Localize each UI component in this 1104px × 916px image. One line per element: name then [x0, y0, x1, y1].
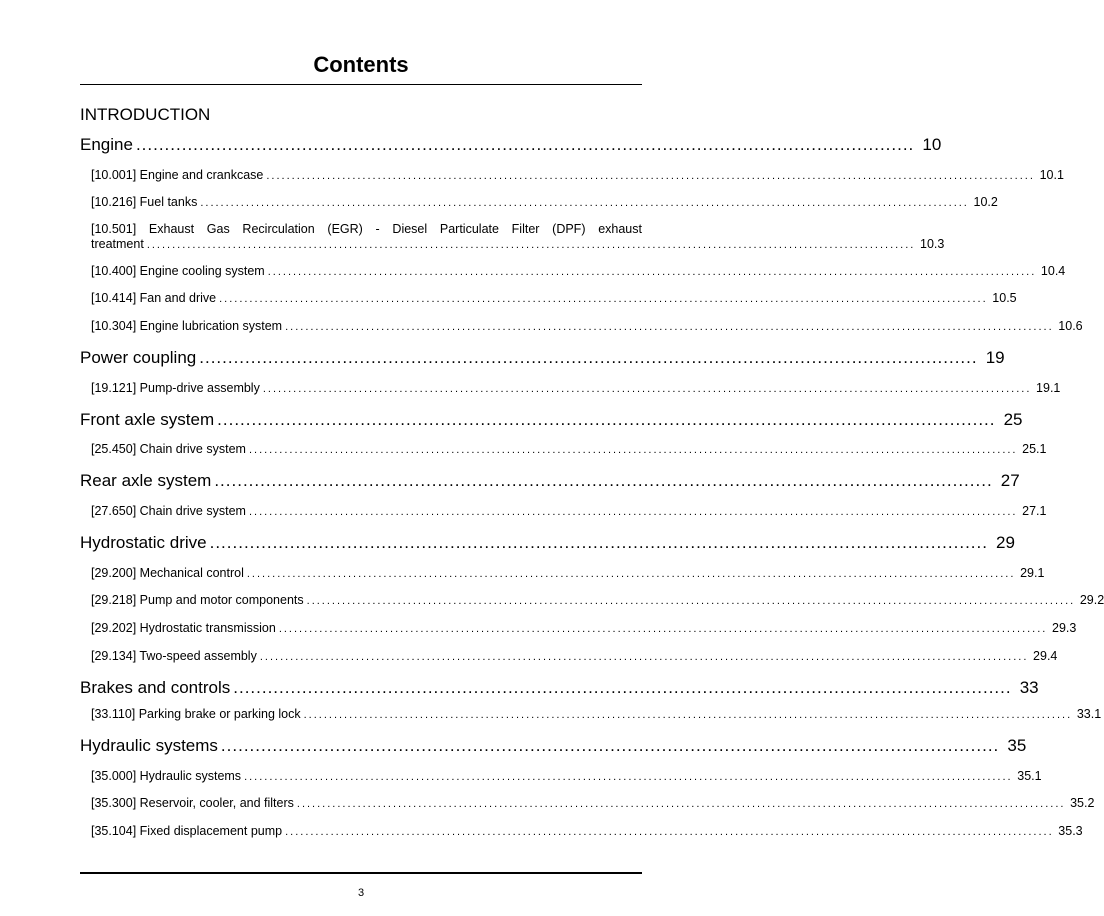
- entry-label: [10.304] Engine lubrication system: [91, 319, 283, 333]
- entry-page: 29.4: [1033, 649, 1058, 663]
- section-page: 33: [1019, 678, 1039, 697]
- section-label: Engine: [80, 135, 133, 154]
- entry-label: [35.300] Reservoir, cooler, and filters: [91, 796, 294, 810]
- entry-page: 10.2: [973, 195, 998, 209]
- section-label: Rear axle system: [80, 471, 212, 490]
- toc-entry-10400[interactable]: [91, 263, 1066, 280]
- entry-label: [10.400] Engine cooling system: [91, 264, 265, 278]
- toc-section-hydrostatic-drive[interactable]: [80, 532, 1015, 554]
- entry-page: 19.1: [1036, 381, 1061, 395]
- section-label: Hydrostatic drive: [80, 533, 207, 552]
- entry-label: [29.134] Two-speed assembly: [91, 649, 257, 663]
- entry-page: 10.6: [1058, 319, 1083, 333]
- leader-dots: ........................................................................................................................................................: [285, 321, 1054, 333]
- toc-entry-19121[interactable]: [91, 380, 1061, 397]
- toc-entry-25450[interactable]: [91, 441, 1047, 458]
- leader-dots: ........................................................................................................................................................: [262, 383, 1032, 395]
- leader-dots: ........................................................................................................................................................: [219, 293, 988, 305]
- entry-page: 10.1: [1039, 168, 1064, 182]
- toc-entry-10414[interactable]: [91, 290, 1017, 307]
- leader-dots: ........................................................................................................................................................: [303, 709, 1073, 721]
- toc-entry-33110[interactable]: [91, 706, 1102, 723]
- toc-entry-27650[interactable]: [91, 503, 1047, 520]
- entry-page: 29.2: [1079, 593, 1104, 607]
- leader-dots: ........................................................................................................................................: [199, 348, 978, 367]
- section-label: Brakes and controls: [80, 678, 231, 697]
- entry-page: 35.2: [1070, 796, 1095, 810]
- toc-entry-35104[interactable]: [91, 823, 1083, 840]
- entry-label: [10.001] Engine and crankcase: [91, 168, 264, 182]
- leader-dots: ........................................................................................................................................: [135, 135, 915, 154]
- entry-label: [27.650] Chain drive system: [91, 504, 246, 518]
- leader-dots: ........................................................................................................................................................: [266, 170, 1035, 182]
- toc-entry-10001[interactable]: [91, 167, 1064, 184]
- entry-page: 35.1: [1017, 769, 1042, 783]
- section-page: 35: [1007, 736, 1027, 755]
- leader-dots: ........................................................................................................................................: [233, 678, 1012, 697]
- entry-label: [19.121] Pump-drive assembly: [91, 381, 260, 395]
- leader-dots: ........................................................................................................................................................: [306, 595, 1076, 607]
- top-rule: [80, 84, 642, 85]
- leader-dots: ........................................................................................................................................................: [285, 826, 1054, 838]
- leader-dots: ........................................................................................................................................................: [246, 568, 1016, 580]
- toc-section-brakes-controls[interactable]: [80, 677, 1039, 699]
- toc-entry-10304[interactable]: [91, 318, 1083, 335]
- entry-page: 27.1: [1022, 504, 1047, 518]
- entry-label-line2: treatment: [91, 237, 144, 251]
- section-page: 10: [922, 135, 942, 154]
- entry-label: [33.110] Parking brake or parking lock: [91, 707, 301, 721]
- leader-dots: ........................................................................................................................................................: [259, 651, 1029, 663]
- entry-label: [29.218] Pump and motor components: [91, 593, 304, 607]
- page-title: Contents: [313, 52, 409, 77]
- toc-entry-10501[interactable]: [91, 222, 945, 253]
- leader-dots: ........................................................................................................................................................: [267, 266, 1037, 278]
- toc-section-front-axle[interactable]: [80, 409, 1023, 431]
- entry-label: [35.104] Fixed displacement pump: [91, 824, 283, 838]
- entry-page: 29.3: [1052, 621, 1077, 635]
- section-label: Power coupling: [80, 348, 197, 367]
- section-page: 25: [1003, 410, 1023, 429]
- toc-entry-35000[interactable]: [91, 768, 1042, 785]
- section-label: Hydraulic systems: [80, 736, 218, 755]
- entry-page: 35.3: [1058, 824, 1083, 838]
- entry-label: [25.450] Chain drive system: [91, 442, 246, 456]
- entry-label: [10.216] Fuel tanks: [91, 195, 198, 209]
- toc-section-engine[interactable]: [80, 134, 942, 156]
- leader-dots: ........................................................................................................................................: [209, 533, 988, 552]
- toc-entry-29134[interactable]: [91, 648, 1058, 665]
- toc-introduction[interactable]: INTRODUCTION: [80, 105, 211, 124]
- leader-dots: ........................................................................................................................................: [217, 410, 996, 429]
- entry-page: 10.3: [920, 237, 945, 251]
- entry-page: 10.5: [992, 291, 1017, 305]
- entry-label-line1: [10.501] Exhaust Gas Recirculation (EGR) - Diesel Particulate Filter (DPF) exhaust: [91, 222, 642, 236]
- section-page: 29: [996, 533, 1015, 552]
- toc-entry-29202[interactable]: [91, 620, 1077, 637]
- section-page: 19: [985, 348, 1005, 367]
- leader-dots: ........................................................................................................................................................: [296, 798, 1066, 810]
- leader-dots: ........................................................................................................................................................: [278, 623, 1048, 635]
- leader-dots: ........................................................................................................................................: [214, 471, 993, 490]
- section-label: Front axle system: [80, 410, 215, 429]
- bottom-rule: [80, 872, 642, 874]
- entry-page: 33.1: [1076, 707, 1102, 721]
- entry-page: 29.1: [1020, 566, 1045, 580]
- entry-page: 10.4: [1040, 264, 1066, 278]
- toc-entry-29200[interactable]: [91, 565, 1045, 582]
- leader-dots: ........................................................................................................................................................: [200, 197, 969, 209]
- toc-entry-29218[interactable]: [91, 592, 1104, 609]
- entry-label: [10.414] Fan and drive: [91, 291, 217, 305]
- leader-dots: ........................................................................................................................................................: [248, 506, 1018, 518]
- entry-label: [35.000] Hydraulic systems: [91, 769, 242, 783]
- entry-label: [29.202] Hydrostatic transmission: [91, 621, 276, 635]
- entry-continuation: [91, 237, 945, 253]
- entry-label: [29.200] Mechanical control: [91, 566, 244, 580]
- entry-page: 25.1: [1022, 442, 1047, 456]
- page-number: 3: [357, 887, 365, 899]
- leader-dots: ........................................................................................................................................................: [244, 771, 1013, 783]
- section-page: 27: [1000, 471, 1020, 490]
- leader-dots: ........................................................................................................................................................: [146, 239, 916, 251]
- toc-entry-10216[interactable]: [91, 194, 998, 211]
- toc-entry-35300[interactable]: [91, 795, 1095, 812]
- toc-section-power-coupling[interactable]: [80, 347, 1005, 369]
- toc-section-rear-axle[interactable]: [80, 470, 1020, 492]
- leader-dots: ........................................................................................................................................................: [248, 444, 1018, 456]
- toc-section-hydraulic-systems[interactable]: [80, 735, 1027, 757]
- leader-dots: ........................................................................................................................................: [220, 736, 1000, 755]
